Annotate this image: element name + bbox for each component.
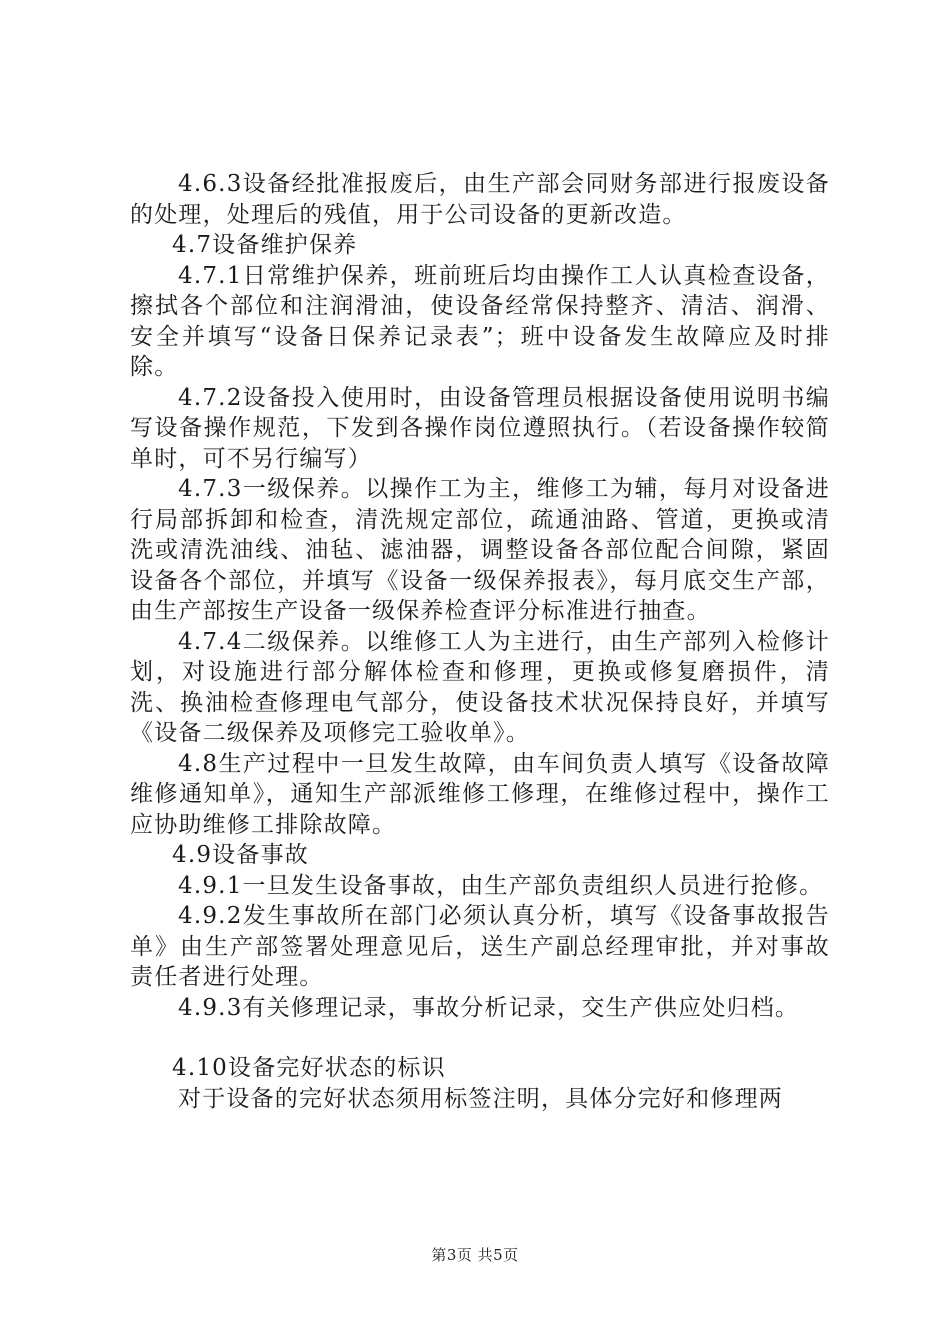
heading-4-7: 4.7设备维护保养 [172,232,358,258]
paragraph-4-7-1: 4.7.1日常维护保养，班前班后均由操作工人认真检查设备，擦拭各个部位和注润滑油，使设备经常保持整齐、清洁、润滑、安全并填写“设备日保养记录表”；班中设备发生故障应及时排除。 [130,262,830,380]
paragraph-4-9-1: 4.9.1一旦发生设备事故，由生产部负责组织人员进行抢修。 [178,872,824,899]
paragraph-4-6-3: 4.6.3设备经批准报废后，由生产部会同财务部进行报废设备的处理，处理后的残值，用于公司设备的更新改造。 [130,171,830,228]
paragraph-4-7-3: 4.7.3一级保养。以操作工为主，维修工为辅，每月对设备进行局部拆卸和检查，清洗规定部位，疏通油路、管道，更换或清洗或清洗油线、油毡、滤油器，调整设备各部位配合间隙，紧固设备各个部位，并填写《设备一级保养报表》，每月底交生产部，由生产部按生产设备一级保养检查评分标准进行抽查。 [130,476,830,624]
paragraph-4-9-3: 4.9.3有关修理记录，事故分析记录，交生产供应处归档。 [178,994,800,1021]
heading-4-10: 4.10设备完好状态的标识 [172,1055,446,1081]
paragraph-4-7-4: 4.7.4二级保养。以维修工人为主进行，由生产部列入检修计划，对设施进行部分解体检查和修理，更换或修复磨损件，清洗、换油检查修理电气部分，使设备技术状况保持良好，并填写《设备二级保养及项修完工验收单》。 [130,628,830,746]
document-body [130,169,830,1114]
paragraph-4-9-2: 4.9.2发生事故所在部门必须认真分析，填写《设备事故报告单》由生产部签署处理意见后，送生产副总经理审批，并对事故责任者进行处理。 [130,903,830,990]
paragraph-4-8: 4.8生产过程中一旦发生故障，由车间负责人填写《设备故障维修通知单》，通知生产部派维修工修理，在维修过程中，操作工应协助维修工排除故障。 [130,750,830,838]
page-footer: 第3页 共5页 [431,1246,519,1264]
heading-4-9: 4.9设备事故 [172,842,309,868]
paragraph-4-10-text: 对于设备的完好状态须用标签注明，具体分完好和修理两 [178,1085,783,1112]
paragraph-spacer [130,1023,830,1053]
paragraph-4-7-2: 4.7.2设备投入使用时，由设备管理员根据设备使用说明书编写设备操作规范，下发到各操作岗位遵照执行。（若设备操作较简单时，可不另行编写） [130,384,830,472]
